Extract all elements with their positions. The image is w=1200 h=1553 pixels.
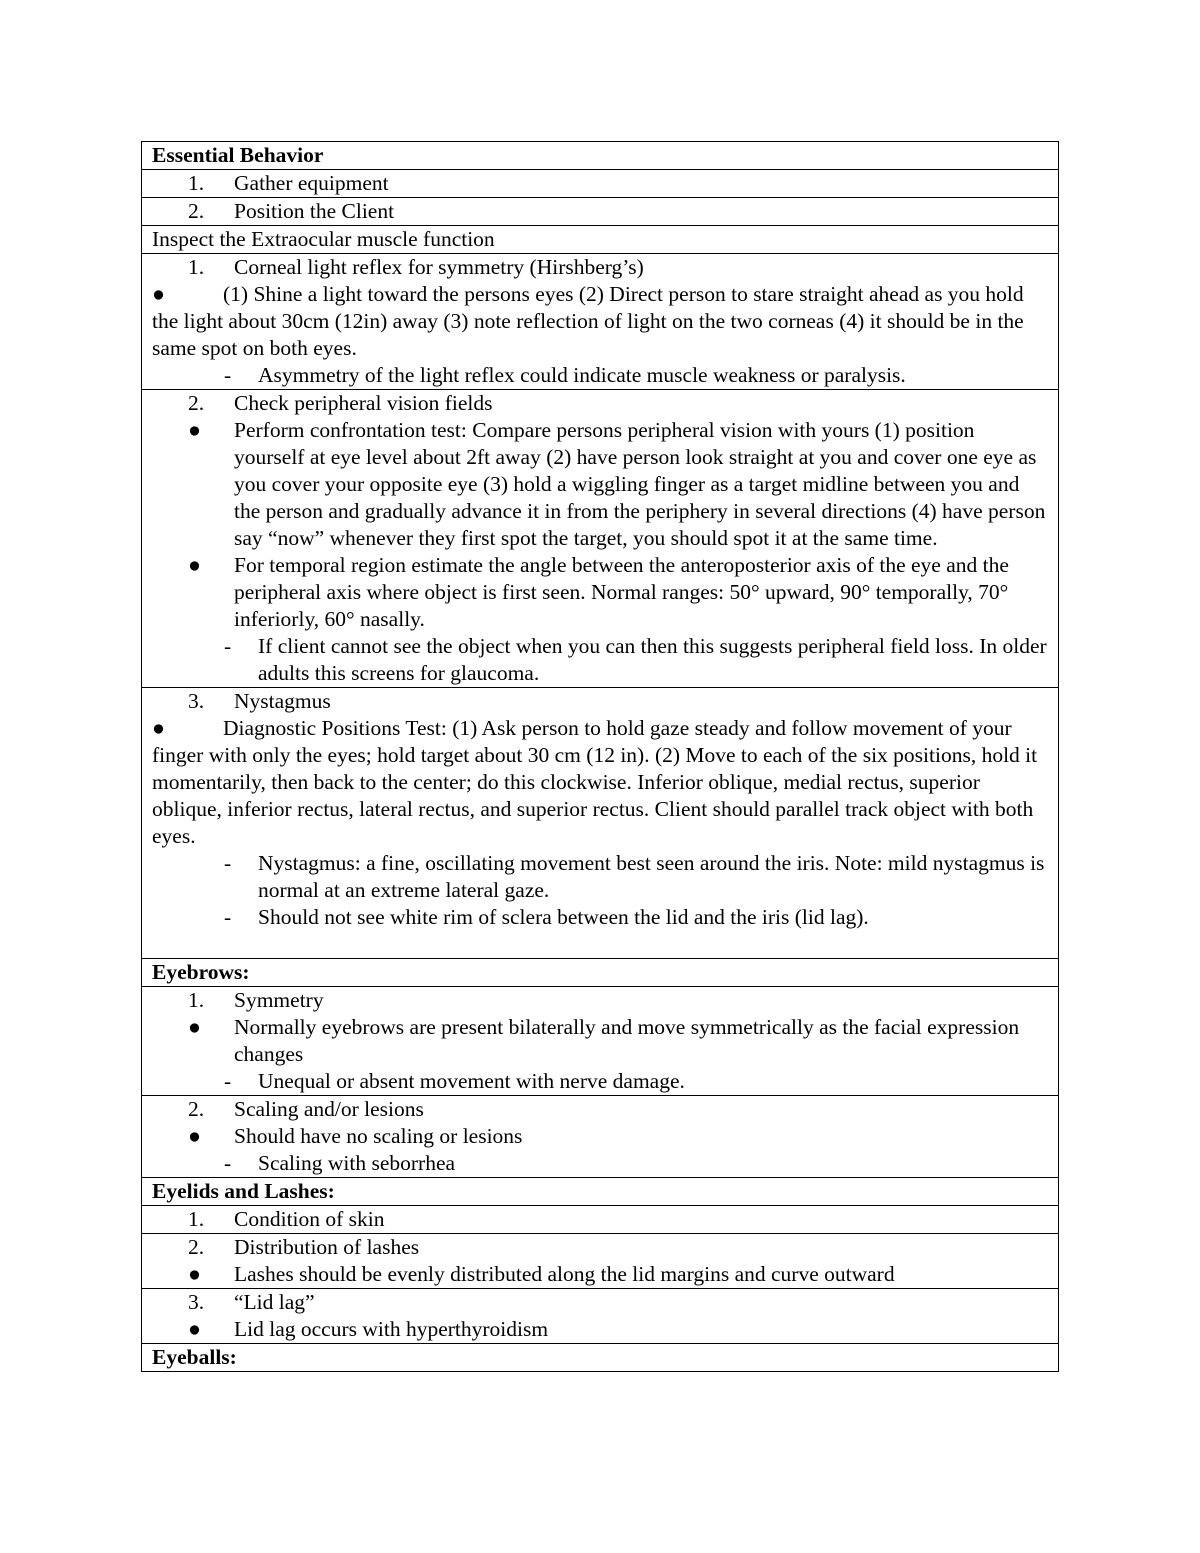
bullet-item: ● For temporal region estimate the angle between the anteroposterior axis of the eye and the peripheral axis where object is first seen. Normal ranges: 50° upward, 90° temporally, 70° inferiorly, 60° nasally. xyxy=(188,553,1009,631)
blank-line xyxy=(152,931,1048,958)
bullet-item: ● Lashes should be evenly distributed along the lid margins and curve outward xyxy=(188,1262,895,1286)
table-cell xyxy=(142,1289,1059,1344)
bullet-icon: ● xyxy=(188,553,201,577)
assessment-table xyxy=(141,141,1059,1372)
numbered-item: 1. Corneal light reflex for symmetry (Hirshberg’s) xyxy=(188,255,644,279)
numbered-item: 2. Distribution of lashes xyxy=(188,1235,420,1259)
numbered-item: 1. Gather equipment xyxy=(188,171,389,195)
table-row xyxy=(142,142,1059,170)
bullet-icon: ● xyxy=(188,1262,201,1286)
bullet-item: ● Normally eyebrows are present bilaterally and move symmetrically as the facial expression changes xyxy=(188,1015,1020,1066)
table-cell xyxy=(142,959,1059,987)
bullet-icon: ● xyxy=(188,1015,201,1039)
table-row xyxy=(142,1234,1059,1289)
table-row xyxy=(142,1344,1059,1372)
table-row xyxy=(142,254,1059,390)
table-row xyxy=(142,688,1059,959)
table-row xyxy=(142,226,1059,254)
section-heading: Eyebrows: xyxy=(152,960,250,984)
table-cell xyxy=(142,142,1059,170)
numbered-item: 2. Check peripheral vision fields xyxy=(188,391,493,415)
table-cell xyxy=(142,170,1059,198)
table-cell xyxy=(142,226,1059,254)
bullet-item: ● Should have no scaling or lesions xyxy=(188,1124,523,1148)
table-row xyxy=(142,987,1059,1096)
table-cell xyxy=(142,1234,1059,1289)
numbered-item: 2. Position the Client xyxy=(188,199,395,223)
bullet-item: ● Diagnostic Positions Test: (1) Ask person to hold gaze steady and follow movement of your finger with only the eyes; hold target about 30 cm (12 in). (2) Move to each of the six positions, hold it momentarily, then back to the center; do this clockwise. Inferior oblique, medial rectus, superior oblique, inferior rectus, lateral rectus, and superior rectus. Client should parallel track object with both eyes. xyxy=(152,716,1038,848)
table-cell xyxy=(142,1096,1059,1178)
dash-icon: - xyxy=(224,363,232,387)
section-heading: Essential Behavior xyxy=(152,143,324,167)
bullet-item: ● Lid lag occurs with hyperthyroidism xyxy=(188,1317,549,1341)
bullet-icon: ● xyxy=(152,716,165,740)
table-cell xyxy=(142,1178,1059,1206)
dash-icon: - xyxy=(224,1069,232,1093)
table-cell xyxy=(142,198,1059,226)
dash-item: - Unequal or absent movement with nerve damage. xyxy=(224,1069,685,1093)
table-row xyxy=(142,1096,1059,1178)
dash-item: - If client cannot see the object when you can then this suggests peripheral field loss. In older adults this screens for glaucoma. xyxy=(224,634,1047,685)
bullet-item: ● Perform confrontation test: Compare persons peripheral vision with yours (1) position yourself at eye level about 2ft away (2) have person look straight at you and cover one eye as you cover your opposite eye (3) hold a wiggling finger as a target midline between you and the person and gradually advance it in from the periphery in several directions (4) have person say “now” whenever they first spot the target, you should spot it at the same time. xyxy=(188,418,1046,550)
bullet-item: ● (1) Shine a light toward the persons eyes (2) Direct person to stare straight ahead as you hold the light about 30cm (12in) away (3) note reflection of light on the two corneas (4) it should be in the same spot on both eyes. xyxy=(152,282,1024,360)
bullet-icon: ● xyxy=(188,418,201,442)
document-page xyxy=(141,141,1059,1372)
table-cell xyxy=(142,390,1059,688)
table-row xyxy=(142,1289,1059,1344)
table-cell xyxy=(142,1206,1059,1234)
dash-item: - Asymmetry of the light reflex could indicate muscle weakness or paralysis. xyxy=(224,363,906,387)
table-row xyxy=(142,1206,1059,1234)
table-row xyxy=(142,198,1059,226)
table-row xyxy=(142,1178,1059,1206)
dash-icon: - xyxy=(224,1151,232,1175)
bullet-icon: ● xyxy=(188,1317,201,1341)
numbered-item: 1. Condition of skin xyxy=(188,1207,385,1231)
numbered-item: 2. Scaling and/or lesions xyxy=(188,1097,424,1121)
dash-item: - Scaling with seborrhea xyxy=(224,1151,456,1175)
table-cell xyxy=(142,1344,1059,1372)
table-cell xyxy=(142,688,1059,959)
row-text: Inspect the Extraocular muscle function xyxy=(152,227,495,251)
dash-icon: - xyxy=(224,634,232,658)
table-cell xyxy=(142,987,1059,1096)
bullet-icon: ● xyxy=(188,1124,201,1148)
numbered-item: 3. Nystagmus xyxy=(188,689,331,713)
section-heading: Eyelids and Lashes: xyxy=(152,1179,335,1203)
table-row xyxy=(142,170,1059,198)
bullet-icon: ● xyxy=(152,282,165,306)
numbered-item: 3. “Lid lag” xyxy=(188,1290,315,1314)
dash-icon: - xyxy=(224,851,232,875)
table-row xyxy=(142,390,1059,688)
section-heading: Eyeballs: xyxy=(152,1345,237,1369)
numbered-item: 1. Symmetry xyxy=(188,988,324,1012)
dash-item: - Nystagmus: a fine, oscillating movement best seen around the iris. Note: mild nystagmus is normal at an extreme lateral gaze. xyxy=(224,851,1045,902)
dash-icon: - xyxy=(224,905,232,929)
table-cell xyxy=(142,254,1059,390)
table-row xyxy=(142,959,1059,987)
dash-item: - Should not see white rim of sclera between the lid and the iris (lid lag). xyxy=(224,905,869,929)
